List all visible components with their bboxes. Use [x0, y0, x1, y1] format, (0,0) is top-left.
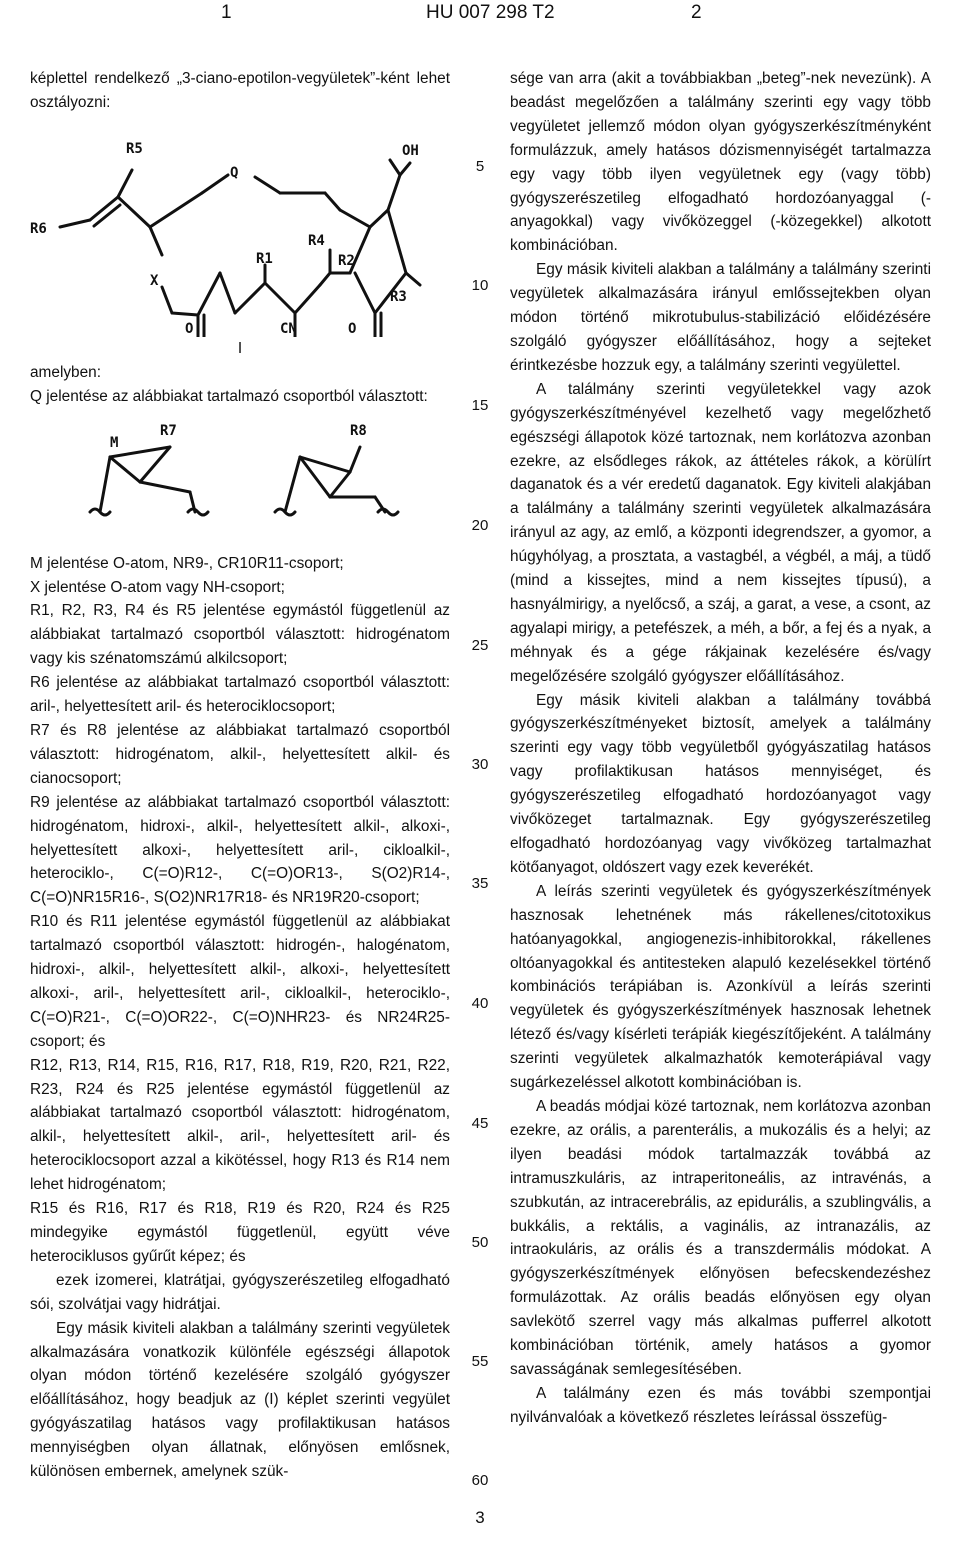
intro-paragraph: képlettel rendelkező „3-ciano-epotilon-vegyületek”-ként lehet osztályozni: [30, 70, 450, 111]
r9-definition: R9 jelentése az alábbiakat tartalmazó csoportból választott: hidrogénatom, hidroxi-, alkil-, helyettesített alkil-, alkoxi-, helyettesített alkoxi-, helyettesített aril-, cikloalkil-, heterociklo-, C(=O)R12-, C(=O)OR13-, S(O2)R14-, C(=O)NR15R16-, S(O2)NR17R18- és NR19R20-csoport; [30, 793, 450, 907]
line-number: 40 [471, 995, 489, 1012]
header-column-number-right: 2 [691, 2, 702, 23]
atom-OH: OH [402, 142, 419, 159]
line-number: 35 [471, 875, 489, 892]
page-number: 3 [475, 1508, 485, 1527]
line-number: 10 [471, 277, 489, 294]
line-number: 20 [471, 517, 489, 534]
header-column-number-left: 1 [221, 2, 232, 23]
line-number: 30 [471, 756, 489, 773]
r7-r8-definition: R7 és R8 jelentése az alábbiakat tartalmazó csoportból választott: hidrogénatom, alkil-, helyettesített alkil- és cianocsoport; [30, 721, 450, 787]
amelyben-text: amelyben: [30, 363, 102, 381]
q-group-structures [30, 417, 450, 522]
x-definition: X jelentése O-atom vagy NH-csoport; [30, 578, 285, 596]
microtubule-paragraph: Egy másik kiviteli alakban a találmány a találmány szerinti vegyületek alkalmazására irányul emlőssejtekben olyan módon történő mikrotubulus-stabilizáció előidézésére szolgáló gyógyszer előállításához, hogy a sejteket érintkezésbe hozzuk egy, a találmány szerinti vegyülettel. [510, 261, 931, 374]
line-number: 25 [471, 637, 489, 654]
r10-r11-definition: R10 és R11 jelentése egymástól függetlenül az alábbiakat tartalmazó csoportból választott: hidrogén-, halogénatom, hidroxi-, alkil-, helyettesített alkil-, alkoxi-, helyettesített alkoxi-, aril-, helyettesített aril-, cikloalkil-, heterociklo-, C(=O)R21-, C(=O)OR22-, C(=O)NHR23- és NR24R25-csoport; és [30, 913, 450, 1050]
atom-R3: R3 [390, 288, 407, 305]
line-number: 45 [471, 1115, 489, 1132]
r6-definition: R6 jelentése az alábbiakat tartalmazó csoportból választott: aril-, helyettesített aril- és heterociklocsoport; [30, 674, 450, 716]
compositions-paragraph: Egy másik kiviteli alakban a találmány továbbá gyógyszerkészítményeket biztosít, amelyek a találmány szerinti egy vagy több vegyületből gyógyászatilag hatásos vagy profilaktikusan hatásos mennyiséget, és gyógyszerészetileg elfogadható hordozóanyagot vagy vivőközeget tartalmaznak. Egy gyógyszerészetileg elfogadható hordozóanyag vagy vivőközeg tartalmazhat kötőanyagot, oldószert vagy ezek keverékét. [510, 691, 931, 876]
line-number: 5 [475, 158, 485, 175]
administration-paragraph: A beadás módjai közé tartoznak, nem korlátozva azonban ezekre, az orális, a parenterális, a mukozális és a helyi; az ilyen beadási módok tartalmazzák továbbá az intramuszkuláris, az intraperitoneális, az intravénás, a szubkután, az intracerebrális, az epidurális, a szublingvális, a bukkális, a rektális, a vaginális, az intranazális, az intraokuláris, az orális és a transzdermális módokat. A gyógyszerkészítmények előnyösen befecskendezéshez formulázottak. Az orális beadás előnyösen egy olyan savlekötő szerrel vagy más alkalmas pufferrel alkotott kombinációban történik, amely hatásos a gyomor savasságának semlegesítésében. [510, 1097, 931, 1378]
atom-R7: R7 [160, 422, 177, 439]
atom-O-right: O [348, 320, 357, 337]
formula-I-structure [30, 115, 450, 337]
atom-R1: R1 [256, 250, 273, 267]
r1-r5-definition: R1, R2, R3, R4 és R5 jelentése egymástól függetlenül az alábbiakat tartalmazó csoportból választott: hidrogénatom vagy kis szénatomszámú alkilcsoport; [30, 602, 450, 668]
q-definition: Q jelentése az alábbiakat tartalmazó csoportból választott: [30, 387, 428, 405]
atom-R8: R8 [350, 422, 367, 439]
atom-M: M [110, 434, 119, 451]
atom-O-left: O [185, 320, 194, 337]
atom-R6: R6 [30, 220, 47, 237]
line-number: 15 [471, 397, 489, 414]
continuation-paragraph: sége van arra (akit a továbbiakban „beteg”-nek nevezünk). A beadást megelőzően a találmány szerinti egy vagy több vegyületet jellemző módon olyan gyógyszerkészítményként formulázzuk, amely hatásos dózismennyiségét tartalmazza egy vagy több ilyen vegyületnek egy (vagy több) gyógyszerészetileg elfogadható hordozóanyaggal (-anyagokkal) vagy vivőközeggel (-közegekkel) alkotott kombinációban. [510, 70, 931, 255]
ring-definition: R15 és R16, R17 és R18, R19 és R20, R24 és R25 mindegyike egymástól függetlenül, együtt véve heterociklusos gyűrűt képez; és [30, 1200, 450, 1265]
formula-label: I [237, 339, 243, 357]
isomers-text: ezek izomerei, klatrátjai, gyógyszerészetileg elfogadható sói, szolvátjai vagy hidrátjai. [30, 1271, 450, 1313]
combination-paragraph: A leírás szerinti vegyületek és gyógyszerkészítmények hasznosak lehetnének más rákellenes/citotoxikus hatóanyagokkal, angiogenezis-inhibitorokkal, rákellenes oltóanyagokkal és antitesteken alapuló kezelésekkel történő kombinációs terápiában is. Azonkívül a leírás szerinti vegyületek és gyógyszerkészítmények hasznosak lehetnek létező és/vagy kísérleti terápiák kiegészítőjeként. A találmány szerinti vegyületek alkalmazhatók kemoterápiával vagy sugárkezeléssel alkotott kombinációban is. [510, 882, 931, 1092]
atom-R2: R2 [338, 252, 355, 269]
left-column [30, 67, 450, 1484]
header-patent-number: HU 007 298 T2 [426, 2, 555, 23]
conditions-paragraph: A találmány szerinti vegyületekkel vagy azok gyógyszerkészítményével kezelhető vagy megelőzhető egészségi állapotok közé tartoznak, nem korlátozva azonban ezekre, az elsődleges rákok, az áttételes rákok, a körülírt daganatok és a vér eredetű daganatok. Egy kiviteli alakjában a találmány a találmány szerinti vegyületek alkalmazására irányul az agy, az emlő, a központi idegrendszer, a gyomor, a húgyhólyag, a prosztata, a vastagbél, a végbél, a máj, a tüdő (mind a kissejtes, mind a nem kissejtes típusú), a hasnyálmirigy, a nyelőcső, a száj, a garat, a vese, a csont, az agyalapi mirigy, a petefészek, a méh, a bőr, a fej és a nyak, a méhnyak és a gége rákjainak kezelésére és/vagy megelőzésére szolgáló gyógyszer előállításához. [510, 380, 931, 685]
r12-r25-definition: R12, R13, R14, R15, R16, R17, R18, R19, R20, R21, R22, R23, R24 és R25 jelentése egymástól függetlenül az alábbiakat tartalmazó csoportból választott: hidrogénatom, alkil-, helyettesített alkil-, aril-, helyettesített aril- és heterociklocsoport azzal a kikötéssel, hogy R13 és R14 nem lehet hidrogénatom; [30, 1056, 450, 1194]
line-number: 60 [471, 1472, 489, 1489]
right-column [510, 67, 931, 1430]
line-number: 55 [471, 1353, 489, 1370]
atom-Q: Q [230, 164, 239, 181]
atom-R4: R4 [308, 232, 325, 249]
m-definition: M jelentése O-atom, NR9-, CR10R11-csoport; [30, 554, 344, 572]
closing-paragraph: A találmány ezen és más további szempontjai nyilvánvalóak a következő részletes leírással összefüg- [510, 1384, 931, 1426]
line-number: 50 [471, 1234, 489, 1251]
atom-CN: CN [280, 320, 297, 337]
embodiment-paragraph: Egy másik kiviteli alakban a találmány szerinti vegyületek alkalmazására vonatkozik különféle egészségi állapotok olyan módon történő kezelésére szolgáló gyógyszer előállításához, hogy beadjuk az (I) képlet szerinti vegyület gyógyászatilag hatásos vagy profilaktikusan hatásos mennyiségben olyan állatnak, előnyösen emlősnek, különösen embernek, amelynek szük- [30, 1319, 450, 1481]
atom-R5: R5 [126, 140, 143, 157]
atom-X: X [150, 272, 159, 289]
